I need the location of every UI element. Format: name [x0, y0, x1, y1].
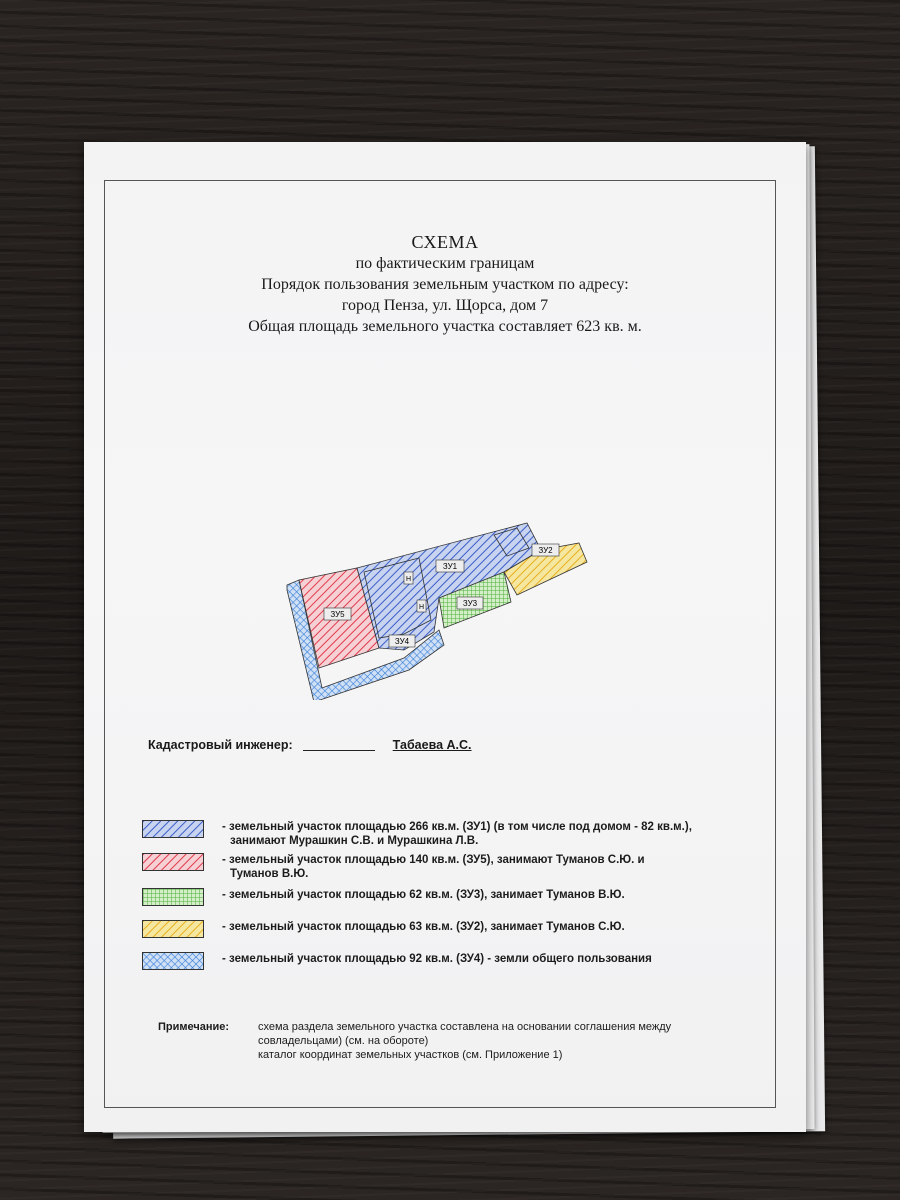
legend-text: - земельный участок площадью 266 кв.м. (ЗУ1) (в том числе под домом - 82 кв.м.),: [222, 821, 692, 833]
legend-swatch-zu3: [142, 888, 204, 906]
legend-swatch-zu5: [142, 853, 204, 871]
title-block: [84, 232, 806, 337]
note-line: схема раздела земельного участка составлена на основании соглашения между: [258, 1021, 672, 1033]
plot-label-zu4: ЗУ4: [394, 637, 410, 646]
signature-blank: [303, 738, 375, 751]
document-sheet: [84, 142, 806, 1132]
plot-label-zu5: ЗУ5: [330, 610, 345, 619]
total-area-line: Общая площадь земельного участка составляет 623 кв. м.: [248, 318, 642, 335]
address-line: город Пенза, ул. Щорса, дом 7: [341, 297, 549, 314]
legend-text: - земельный участок площадью 62 кв.м. (ЗУ3), занимает Туманов В.Ю.: [222, 889, 625, 901]
engineer-line: [148, 738, 548, 752]
legend-swatch-zu2: [142, 920, 204, 938]
legend-text: - земельный участок площадью 140 кв.м. (ЗУ5), занимают Туманов С.Ю. и: [222, 854, 645, 866]
subtitle-line: Порядок пользования земельным участком по адресу:: [261, 276, 629, 293]
legend-text: - земельный участок площадью 63 кв.м. (ЗУ2), занимает Туманов С.Ю.: [222, 921, 625, 933]
note-line: каталог координат земельных участков (см. Приложение 1): [258, 1049, 563, 1061]
legend-text: - земельный участок площадью 92 кв.м. (ЗУ4) - земли общего пользования: [222, 953, 652, 965]
engineer-label: Кадастровый инженер:: [148, 738, 293, 752]
plot-label-zu2: ЗУ2: [538, 546, 553, 555]
note-line: совладельцами) (см. на обороте): [258, 1035, 429, 1047]
house-marker: Н: [405, 576, 412, 583]
note-label: Примечание:: [158, 1021, 230, 1033]
legend-text: Туманов В.Ю.: [230, 868, 309, 880]
engineer-name: Табаева А.С.: [392, 738, 472, 752]
legend-text: занимают Мурашкин С.В. и Мурашкина Л.В.: [230, 835, 479, 847]
document-title: СХЕМА: [411, 232, 479, 252]
legend-swatch-zu1: [142, 820, 204, 838]
plot-label-zu3: ЗУ3: [462, 599, 478, 608]
plot-scheme: [279, 510, 599, 700]
plot-label-zu1: ЗУ1: [442, 562, 458, 571]
subtitle-line: по фактическим границам: [355, 255, 535, 272]
house-marker: Н: [418, 604, 425, 611]
legend-swatch-zu4: [142, 952, 204, 970]
